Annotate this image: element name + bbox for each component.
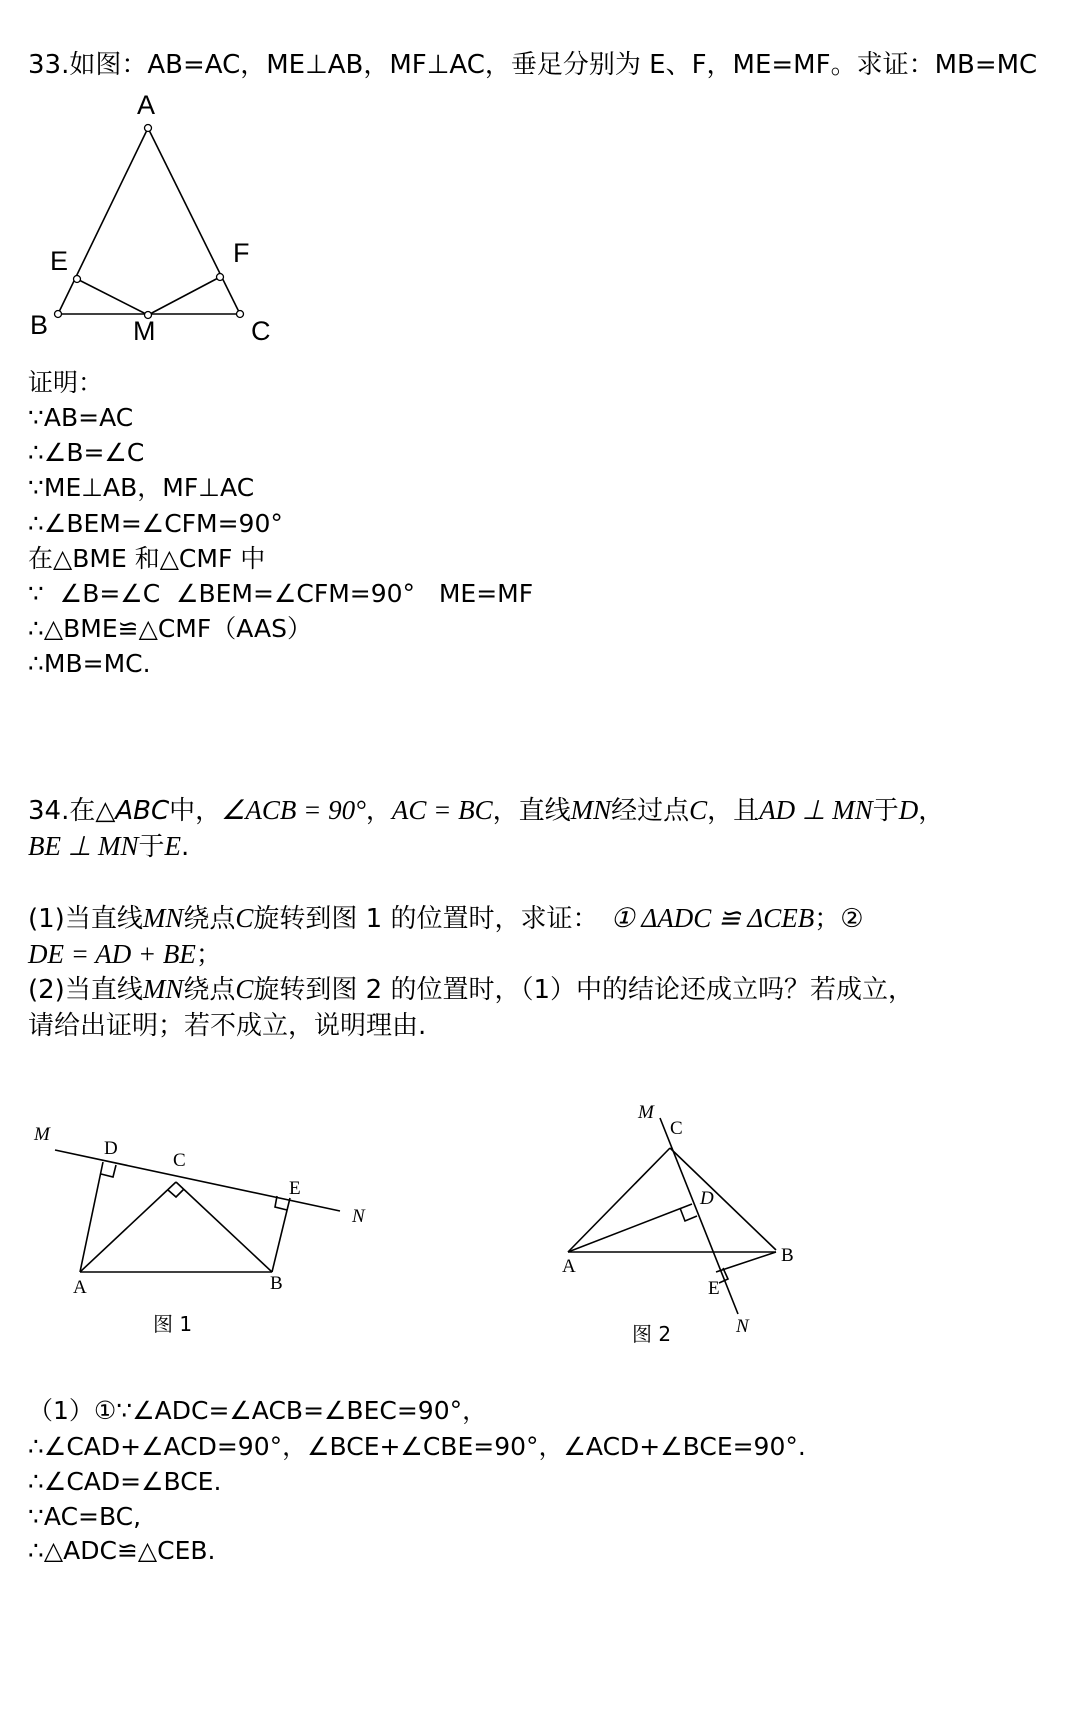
q34-part1-cont: DE = AD + BE； [28, 939, 222, 970]
label-a: A [137, 90, 156, 120]
proof-line: ∴MB=MC. [28, 649, 151, 678]
fig1-label-m: M [34, 1124, 50, 1145]
segment-me [77, 279, 148, 315]
proof-line: ∵ME⊥AB，MF⊥AC [28, 473, 255, 502]
proof-line: 证明： [28, 368, 104, 397]
label-f: F [233, 238, 250, 268]
proof-line: ∴∠B=∠C [28, 438, 145, 467]
label-m: M [133, 316, 156, 346]
segment-ad [568, 1204, 692, 1252]
fig1-label-d: D [104, 1138, 118, 1159]
solution-line: ∴△ADC≌△CEB. [28, 1536, 216, 1565]
fig2-label-d: D [700, 1188, 714, 1209]
fig2-label-a: A [562, 1256, 576, 1277]
q34-line1: 34.在△ABC中，∠ACB = 90°，AC = BC，直线MN经过点C，且AD ⊥ MN于D， [28, 795, 945, 826]
figure-1 [0, 1100, 420, 1360]
point-b [55, 311, 62, 318]
solution-line: ∵AC=BC, [28, 1502, 142, 1531]
fig1-label-b: B [270, 1273, 283, 1294]
fig1-label-n: N [352, 1206, 365, 1227]
q33-title: 33.如图：AB=AC，ME⊥AB，MF⊥AC，垂足分别为 E、F，ME=MF。求证：MB=MC [28, 50, 1038, 80]
fig2-label-b: B [781, 1245, 794, 1266]
segment-ad [80, 1162, 103, 1272]
solution-line: ∴∠CAD+∠ACD=90°，∠BCE+∠CBE=90°，∠ACD+∠BCE=90°. [28, 1432, 806, 1461]
q34-line2: BE ⊥ MN于E. [28, 831, 190, 862]
proof-line: ∴△BME≌△CMF（AAS） [28, 614, 312, 643]
q34-part1: (1)当直线MN绕点C旋转到图 1 的位置时，求证： ① ΔADC ≌ ΔCEB；② [28, 903, 864, 934]
right-angle-d [101, 1165, 116, 1177]
segment-be [716, 1252, 776, 1272]
segment-bc [670, 1148, 776, 1250]
fig2-label-n: N [736, 1316, 749, 1337]
label-b: B [30, 310, 49, 340]
proof-line: ∵ ∠B=∠C ∠BEM=∠CFM=90° ME=MF [28, 579, 534, 608]
q34-part2-cont: 请给出证明；若不成立，说明理由. [28, 1011, 427, 1041]
segment-ac [80, 1182, 176, 1272]
fig2-label-m: M [638, 1102, 654, 1123]
segment-mf [148, 277, 220, 315]
right-angle-c [168, 1189, 184, 1197]
segment-bc [176, 1182, 272, 1272]
label-e: E [50, 246, 69, 276]
side-ac [148, 128, 240, 314]
label-c: C [251, 316, 271, 346]
right-angle-d [680, 1208, 697, 1221]
point-f [217, 274, 224, 281]
q34-part2: (2)当直线MN绕点C旋转到图 2 的位置时，（1）中的结论还成立吗？若成立， [28, 974, 914, 1005]
line-mn [660, 1118, 738, 1314]
fig1-label-a: A [73, 1277, 87, 1298]
proof-line: ∵AB=AC [28, 403, 134, 432]
fig2-label-e: E [708, 1278, 720, 1299]
point-c [237, 311, 244, 318]
fig2-label-c: C [670, 1118, 683, 1139]
figure-2 [540, 1100, 840, 1360]
fig1-label-e: E [289, 1178, 301, 1199]
proof-line: 在△BME 和△CMF 中 [28, 544, 266, 573]
fig1-caption: 图 1 [153, 1312, 193, 1336]
segment-ac [568, 1148, 670, 1252]
fig2-caption: 图 2 [632, 1322, 672, 1346]
point-e [74, 276, 81, 283]
side-ab [58, 128, 148, 314]
solution-line: ∴∠CAD=∠BCE. [28, 1467, 222, 1496]
fig1-label-c: C [173, 1150, 186, 1171]
proof-line: ∴∠BEM=∠CFM=90° [28, 509, 283, 538]
point-a [145, 125, 152, 132]
solution-line: （1）①∵∠ADC=∠ACB=∠BEC=90°， [28, 1396, 488, 1425]
